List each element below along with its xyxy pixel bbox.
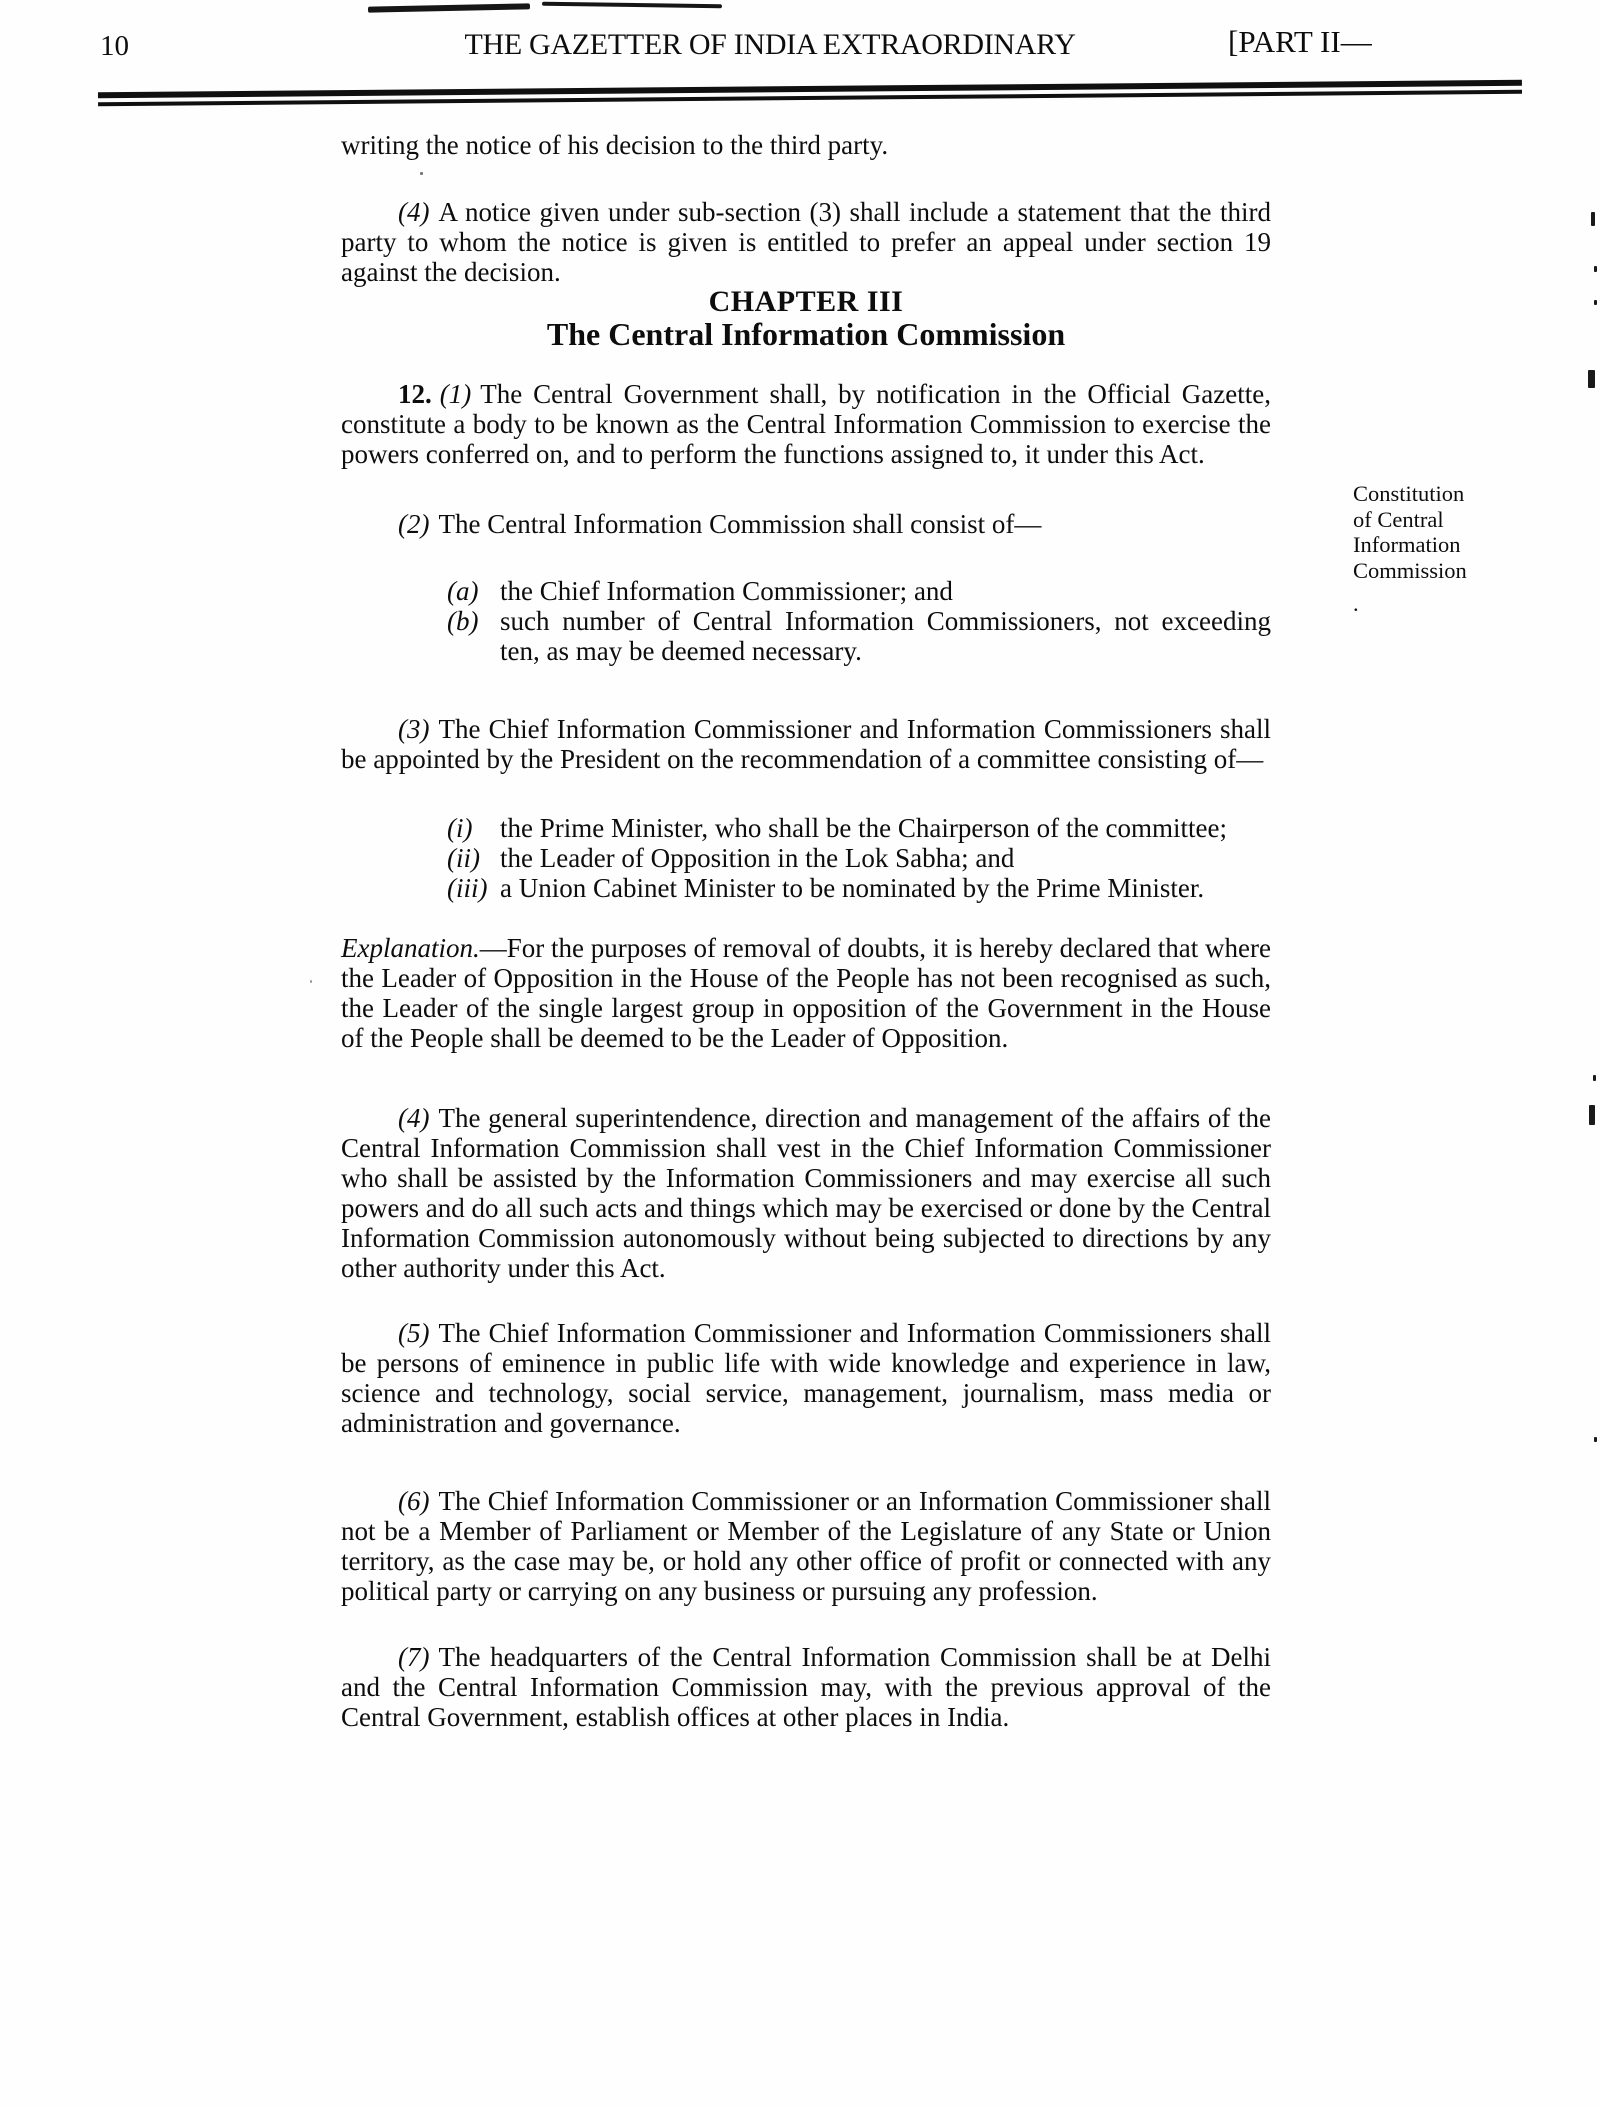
chapter-heading: CHAPTER III (708, 285, 904, 318)
paragraph-sec12-1: 12. (1) The Central Government shall, by notification in the Official Gazette, constitute a body to be known as the Central Information Commission to exercise the powers conferred on, and to perform the functions assigned to, it under this Act. (341, 379, 1271, 469)
scan-artifact (1594, 1437, 1597, 1442)
header-double-rule (98, 80, 1522, 109)
paragraph-sec11-4: (4) A notice given under sub-section (3) shall include a statement that the third party to whom the notice is given is entitled to prefer an appeal under section 19 against the decision. (341, 197, 1271, 287)
top-rule-fragment (368, 3, 530, 12)
clause-marker: (2) (398, 509, 430, 539)
paragraph-sec12-5: (5) The Chief Information Commissioner and Information Commissioners shall be persons of eminence in public life with wide knowledge and experience in law, science and technology, social service, management, journalism, mass media or administration and governance. (341, 1318, 1271, 1438)
scan-artifact (1591, 212, 1595, 226)
paragraph-sec12-4: (4) The general superintendence, direction and management of the affairs of the Central Information Commission shall vest in the Chief Information Commissioner who shall be assisted by the Information Commissioners and may exercise all such powers and do all such acts and things which may be exercised or done by the Central Information Commission autonomously without being subjected to directions by any other authority under this Act. (341, 1103, 1271, 1283)
clause-item-i: (i) the Prime Minister, who shall be the Chairperson of the committee; (447, 813, 1228, 843)
running-title: THE GAZETTER OF INDIA EXTRAORDINARY (464, 28, 1076, 61)
scan-artifact (1588, 370, 1595, 388)
clause-marker: (6) (398, 1486, 430, 1516)
clause-item-ii: (ii) the Leader of Opposition in the Lok Sabha; and (447, 843, 1015, 873)
explanation-lead: Explanation. (341, 933, 480, 963)
paragraph-sec12-2: (2) The Central Information Commission shall consist of— (398, 509, 1042, 539)
paragraph-sec12-7: (7) The headquarters of the Central Information Commission shall be at Delhi and the Central Information Commission may, with the previous approval of the Central Government, establish offices at other places in India. (341, 1642, 1271, 1732)
chapter-title: The Central Information Commission (546, 316, 1066, 352)
continuation-line: writing the notice of his decision to the third party. (341, 130, 889, 160)
clause-item-a: (a) the Chief Information Commissioner; and (447, 576, 953, 606)
clause-item-iii: (iii) a Union Cabinet Minister to be nominated by the Prime Minister. (447, 873, 1205, 903)
scan-artifact (1589, 1105, 1595, 1125)
scan-artifact (1594, 300, 1597, 305)
scan-artifact (310, 980, 312, 983)
paragraph-explanation: Explanation.—For the purposes of removal of doubts, it is hereby declared that where the Leader of Opposition in the House of the People has not been recognised as such, the Leader of the single largest group in opposition of the Government in the House of the People shall be deemed to be the Leader of Opposition. (341, 933, 1271, 1053)
clause-marker: (a) (447, 576, 479, 606)
scan-artifact (1593, 1075, 1596, 1081)
clause-marker: (7) (398, 1642, 430, 1672)
page-number: 10 (100, 30, 129, 62)
top-rule-fragment (542, 2, 722, 9)
clause-list-roman (341, 813, 1271, 903)
margin-note (1353, 481, 1485, 617)
clause-marker: (iii) (447, 873, 488, 903)
clause-list-ab (341, 576, 1271, 666)
paragraph-sec12-6: (6) The Chief Information Commissioner or an Information Commissioner shall not be a Member of Parliament or Member of the Legislature of any State or Union territory, as the case may be, or hold any other office of profit or connected with any political party or carrying on any business or pursuing any profession. (341, 1486, 1271, 1606)
clause-marker: (3) (398, 714, 430, 744)
body-column (341, 130, 1271, 1732)
clause-marker: (4) (398, 1103, 430, 1133)
scan-artifact (1594, 266, 1597, 272)
margin-note-text: Constitution of Central Information Commission (1353, 481, 1467, 583)
clause-marker: (i) (447, 813, 473, 843)
clause-marker: (5) (398, 1318, 430, 1348)
part-label: [PART II— (1228, 24, 1372, 59)
paragraph-sec12-3: (3) The Chief Information Commissioner and Information Commissioners shall be appointed by the President on the recommendation of a committee consisting of— (341, 714, 1271, 774)
section-number: 12. (398, 379, 432, 409)
clause-item-b: (b) such number of Central Information Commissioners, not exceeding ten, as may be deemed necessary. (447, 606, 1271, 666)
clause-marker: (ii) (447, 843, 480, 873)
margin-note-period: . (1353, 591, 1359, 616)
clause-marker: (b) (447, 606, 479, 636)
scan-artifact (420, 172, 423, 175)
clause-marker: (4) (398, 197, 430, 227)
clause-marker: (1) (439, 379, 472, 409)
